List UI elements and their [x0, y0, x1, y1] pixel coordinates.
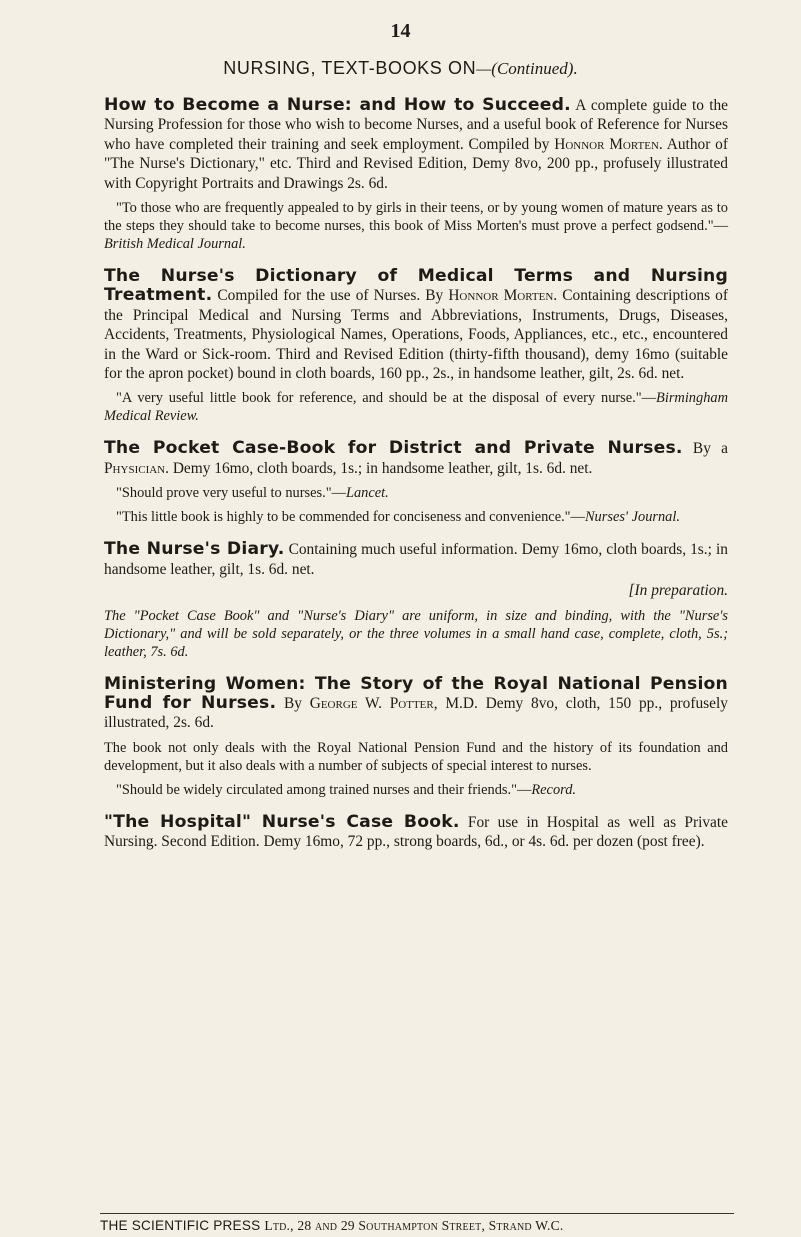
series-note: The "Pocket Case Book" and "Nurse's Diary" are uniform, in size and binding, with the "Nurse's Dictionary," and will be sold separately, or the three volumes in a small hand case, complete, cloth, 5s.; leather, 7s. 6d. [104, 607, 728, 660]
entry-description: The Nurse's Dictionary of Medical Terms and Nursing Treatment. Compiled for the use of Nurses. By Honnor Morten. Containing descriptions of the Principal Medical and Nursing Terms and Abbreviations, Instruments, Drugs, Diseases, Accidents, Treatments, Physiological Names, Operations, Foods, Appliances, etc., etc., encountered in the Ward or Sick-room. Third and Revised Edition (thirty-fifth thousand), demy 16mo (suitable for the apron pocket) bound in cloth boards, 160 pp., 2s., in handsome leather, gilt, 2s. 6d. net. [104, 266, 728, 383]
running-head-continued: —(Continued). [476, 59, 578, 78]
review-quote: "To those who are frequently appealed to by girls in their teens, or by young women of mature years as to the steps they should take to become nurses, this book of Miss Morten's must prove a perfect godsend."—British Medical Journal. [104, 200, 728, 253]
book-entry [104, 813, 728, 852]
entry-description: How to Become a Nurse: and How to Succeed. A complete guide to the Nursing Profession for those who wish to become Nurses, and a useful book of Reference for Nurses who have completed their training and seek employment. Compiled by Honnor Morten. Author of "The Nurse's Dictionary," etc. Third and Revised Edition, Demy 8vo, 200 pp., profusely illustrated with Copyright Portraits and Drawings 2s. 6d. [104, 95, 729, 192]
book-title: The Nurse's Diary. [104, 539, 285, 560]
catalogue-content [104, 96, 728, 866]
book-entry [104, 675, 728, 799]
publisher-address: Ltd., 28 and 29 Southampton Street, Strand W.C. [264, 1218, 564, 1233]
publisher-name: THE SCIENTIFIC PRESS [100, 1218, 265, 1233]
running-head [0, 58, 801, 79]
entry-description: The Pocket Case-Book for District and Private Nurses. By a Physician. Demy 16mo, cloth boards, 1s.; in handsome leather, gilt, 1s. 6d. net. [104, 438, 728, 477]
book-title: Ministering Women: The Story of the Royal National Pension Fund for Nurses. [104, 673, 728, 713]
review-quote: "This little book is highly to be commended for conciseness and convenience."—Nurses' Journal. [116, 509, 680, 526]
author-name: Honnor Morten. [554, 135, 663, 153]
review-quote: "A very useful little book for reference, and should be at the disposal of every nurse."—Birmingham Medical Review. [104, 390, 728, 425]
running-head-title: NURSING, TEXT-BOOKS ON [223, 58, 477, 78]
review-quote: "Should prove very useful to nurses."—Lancet. [116, 485, 389, 502]
preparation-note: [In preparation. [628, 582, 728, 600]
book-entry [104, 96, 728, 253]
page-number: 14 [390, 20, 411, 42]
book-summary: The book not only deals with the Royal National Pension Fund and the history of its foundation and development, but it also deals with a number of subjects of special interest to nurses. [104, 739, 728, 774]
author-name: George W. Potter, [309, 694, 438, 712]
footer-divider [100, 1213, 734, 1214]
review-source: Nurses' Journal. [584, 509, 680, 526]
book-entry [104, 540, 728, 660]
entry-description: "The Hospital" Nurse's Case Book. For use in Hospital as well as Private Nursing. Second Edition. Demy 16mo, 72 pp., strong boards, 6d., or 4s. 6d. per dozen (post free). [104, 811, 728, 851]
book-title: How to Become a Nurse: and How to Succeed. [104, 95, 571, 115]
entry-description: Ministering Women: The Story of the Royal National Pension Fund for Nurses. By George W. Potter, M.D. Demy 8vo, cloth, 150 pp., profusely illustrated, 2s. 6d. [104, 673, 728, 732]
review-source: Birmingham Medical Review. [104, 390, 728, 425]
review-source: Record. [531, 781, 576, 798]
review-source: British Medical Journal. [104, 236, 246, 253]
book-entry [104, 267, 728, 425]
author-name: Physician. [104, 459, 169, 477]
book-title: "The Hospital" Nurse's Case Book. [104, 811, 460, 832]
review-source: Lancet. [345, 485, 389, 502]
book-title: The Nurse's Dictionary of Medical Terms and Nursing Treatment. [104, 266, 728, 306]
publisher-footer [100, 1218, 734, 1234]
author-name: Honnor Morten. [448, 287, 558, 305]
entry-description: The Nurse's Diary. Containing much useful information. Demy 16mo, cloth boards, 1s.; in handsome leather, gilt, 1s. 6d. net. [104, 539, 728, 578]
book-entry [104, 439, 728, 526]
review-quote: "Should be widely circulated among trained nurses and their friends."—Record. [116, 781, 576, 798]
book-title: The Pocket Case-Book for District and Private Nurses. [104, 438, 683, 459]
